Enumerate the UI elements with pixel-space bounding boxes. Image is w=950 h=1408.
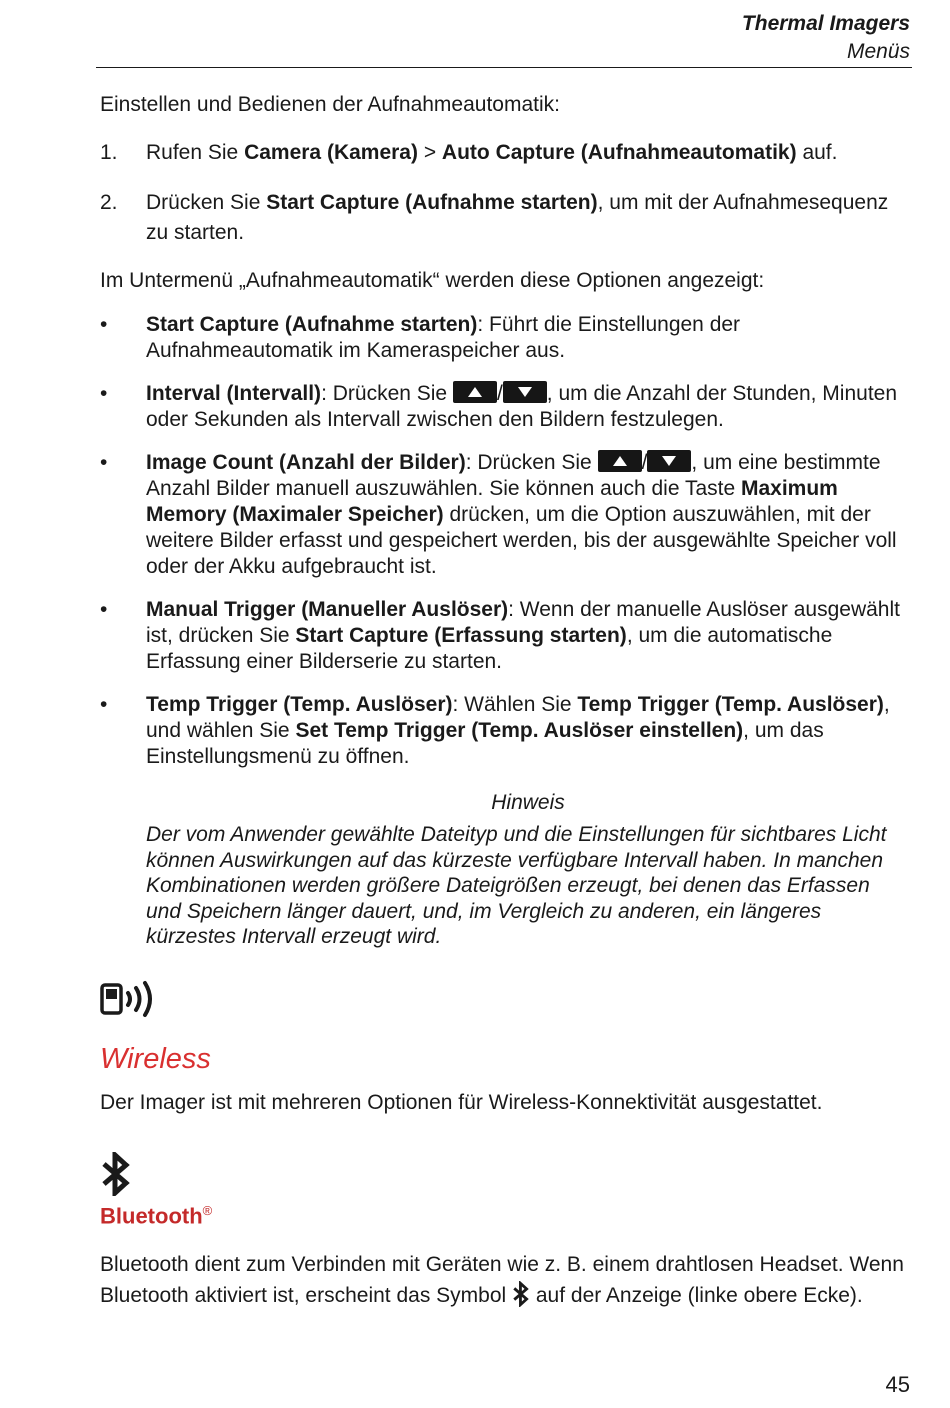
wireless-heading: Wireless (100, 1042, 211, 1075)
up-arrow-key-icon (598, 450, 642, 472)
registered-mark: ® (202, 1202, 213, 1218)
options-list (100, 312, 910, 770)
menu-camera: Camera (Kamera) (244, 141, 418, 164)
wireless-text: Der Imager ist mit mehreren Optionen für Wireless-Konnektivität ausgestattet. (100, 1090, 823, 1114)
option-label: Image Count (Anzahl der Bilder) (146, 451, 466, 474)
bluetooth-icon (100, 1152, 910, 1196)
step-2 (100, 188, 910, 248)
option-interval (100, 381, 910, 433)
option-label: Start Capture (Aufnahme starten) (146, 313, 478, 336)
bluetooth-text-end: auf der Anzeige (linke obere Ecke). (530, 1283, 863, 1307)
bluetooth-text (100, 1249, 910, 1316)
option-manual-trigger (100, 597, 910, 675)
option-text-end: , um die automatische Erfassung einer Bilderserie zu starten. (146, 624, 833, 673)
option-label: Manual Trigger (Manueller Auslöser) (146, 598, 509, 621)
bullet-dot: • (100, 382, 108, 405)
key-separator: / (641, 451, 648, 474)
bullet-dot: • (100, 693, 108, 716)
option-temp-trigger (100, 692, 910, 770)
page-number: 45 (885, 1372, 910, 1397)
option-text: : Drücken Sie (465, 451, 598, 474)
bluetooth-text-start: Bluetooth dient zum Verbinden mit Geräten wie z. B. einem drahtlosen Headset. Wenn Bluetooth aktiviert ist, erscheint das Symbol (100, 1252, 904, 1307)
bullet-dot: • (100, 598, 108, 621)
header-title: Thermal Imagers (741, 12, 910, 35)
menu-auto-capture: Auto Capture (Aufnahmeautomatik) (441, 141, 797, 164)
bullet-dot: • (100, 451, 108, 474)
intro-text: Einstellen und Bedienen der Aufnahmeautomatik: (100, 93, 560, 116)
page-content (100, 92, 910, 1316)
up-arrow-key-icon (453, 381, 497, 403)
option-label: Temp Trigger (Temp. Auslöser) (146, 693, 453, 716)
note-title: Hinweis (491, 791, 565, 814)
bluetooth-heading-text: Bluetooth (100, 1202, 203, 1228)
option-text-mid: , um eine bestimmte Anzahl Bilder manuell auszuwählen. Sie können auch die Taste (146, 451, 881, 500)
header-rule (96, 67, 912, 68)
option-text-mid: , und wählen Sie (146, 693, 890, 742)
step-1 (100, 138, 910, 168)
step-text: Rufen Sie (146, 141, 245, 164)
option-start-capture-ref: Start Capture (Erfassung starten) (295, 624, 627, 647)
bullet-dot: • (100, 313, 108, 336)
bluetooth-symbol-icon (512, 1281, 530, 1316)
header-subtitle: Menüs (846, 40, 910, 63)
down-arrow-key-icon (647, 450, 691, 472)
option-maximum-memory: Maximum Memory (Maximaler Speicher) (146, 477, 838, 526)
option-text-end: , um die Anzahl der Stunden, Minuten oder Sekunden als Intervall zwischen den Bildern festzulegen. (146, 382, 898, 431)
key-separator: / (496, 382, 503, 405)
option-text-end: drücken, um die Option auszuwählen, mit der weitere Bilder erfasst und gespeichert werden, bis der ausgewählte Speicher voll oder der Akku aufgebraucht ist. (146, 503, 897, 578)
down-arrow-key-icon (503, 381, 547, 403)
option-text: : Wählen Sie (452, 693, 578, 716)
step-number: 1. (100, 141, 118, 164)
option-image-count (100, 450, 910, 580)
option-start-capture (100, 312, 910, 364)
bluetooth-heading (100, 1198, 910, 1229)
step-separator: > (417, 141, 442, 164)
option-text-end: , um das Einstellungsmenü zu öffnen. (146, 719, 824, 768)
steps-list (100, 138, 910, 248)
step-number: 2. (100, 191, 118, 214)
wireless-device-icon (100, 980, 910, 1020)
step-text: Drücken Sie (146, 191, 267, 214)
menu-start-capture: Start Capture (Aufnahme starten) (266, 191, 598, 214)
option-set-temp-trigger: Set Temp Trigger (Temp. Auslöser einstellen) (295, 719, 744, 742)
option-label: Interval (Intervall) (146, 382, 322, 405)
step-text-end: , um mit der Aufnahmesequenz zu starten. (146, 191, 889, 244)
option-temp-trigger-ref: Temp Trigger (Temp. Auslöser) (577, 693, 884, 716)
option-text: : Drücken Sie (321, 382, 453, 405)
submenu-lead: Im Untermenü „Aufnahmeautomatik“ werden diese Optionen angezeigt: (100, 269, 765, 292)
option-text: : Führt die Einstellungen der Aufnahmeautomatik im Kameraspeicher aus. (146, 313, 741, 362)
note-body: Der vom Anwender gewählte Dateityp und die Einstellungen für sichtbares Licht können Auswirkungen auf das kürzeste verfügbare Intervall haben. In manchen Kombinationen werden größere Dateigrößen erzeugt, bei denen das Erfassen und Speichern länger dauert, und, im Vergleich zu anderen, ein längeres kürzestes Intervall erzeugt wird. (146, 823, 887, 948)
option-text: : Wenn der manuelle Auslöser ausgewählt ist, drücken Sie (146, 598, 900, 647)
step-text-end: auf. (796, 141, 838, 164)
